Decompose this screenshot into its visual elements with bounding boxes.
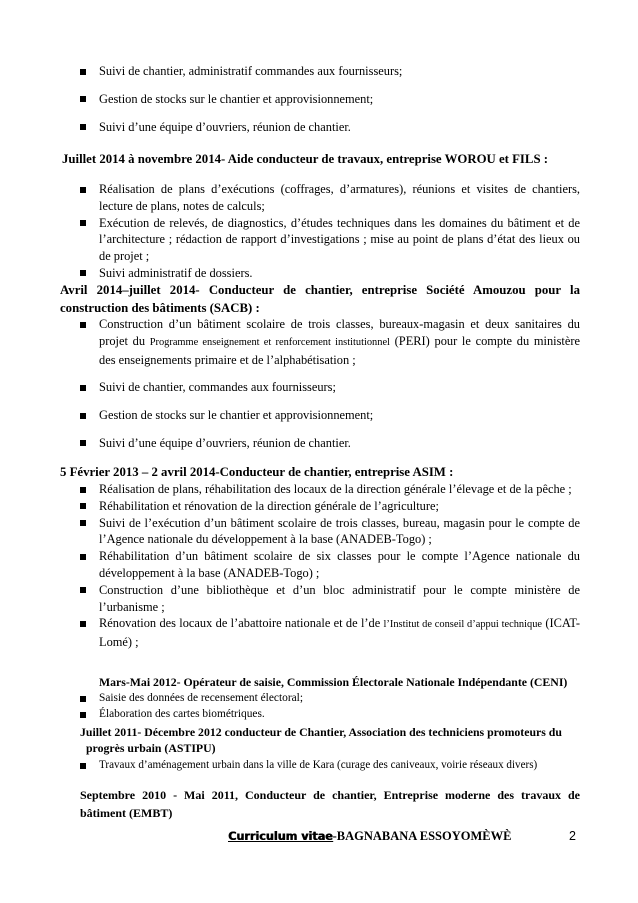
bullet-icon xyxy=(80,696,86,702)
list-item: Construction d’une bibliothèque et d’un bloc administratif pour le compte ministère de l’urbanisme ; xyxy=(0,582,638,616)
list-item: Réalisation de plans d’exécutions (coffrages, d’armatures), réunions et visites de chantiers, lecture de plans, notes de calculs; xyxy=(0,181,638,215)
bullet-icon xyxy=(80,712,86,718)
section6-heading-line2: progrès urbain (ASTIPU) xyxy=(86,741,216,755)
footer-text xyxy=(228,829,511,844)
list-item: Suivi de chantier, administratif commandes aux fournisseurs; xyxy=(0,63,638,80)
bullet-icon xyxy=(80,187,86,193)
section6-list xyxy=(0,758,638,774)
page-number: 2 xyxy=(569,829,576,843)
bullet-icon xyxy=(80,487,86,493)
section6-heading-line1: Juillet 2011- Décembre 2012 conducteur de Chantier, Association des techniciens promoteurs du xyxy=(80,725,562,739)
section4-heading: 5 Février 2013 – 2 avril 2014-Conducteur de chantier, entreprise ASIM : xyxy=(60,465,454,479)
section3-list xyxy=(0,316,638,452)
list-item: Réhabilitation d’un bâtiment scolaire de six classes pour le compte l’Agence nationale du développement à la base (ANADEB-Togo) ; xyxy=(0,548,638,582)
bullet-icon xyxy=(80,124,86,130)
bullet-icon xyxy=(80,385,86,391)
bullet-icon xyxy=(80,220,86,226)
bullet-icon xyxy=(80,440,86,446)
section1-list xyxy=(0,63,638,135)
footer-name: -BAGNABANA ESSOYOMÈWÈ xyxy=(332,829,512,843)
list-item: Rénovation des locaux de l’abattoire nationale et de l’de l’Institut de conseil d’appui technique (ICAT-Lomé) ; xyxy=(0,615,638,651)
list-item: Suivi de chantier, commandes aux fournisseurs; xyxy=(0,379,638,396)
bullet-icon xyxy=(80,322,86,328)
page-footer xyxy=(0,829,638,845)
section3-heading: Avril 2014–juillet 2014- Conducteur de chantier, entreprise Société Amouzou pour la construction des bâtiments (SACB) : xyxy=(60,283,580,315)
section5-list xyxy=(0,691,638,722)
bullet-icon xyxy=(80,69,86,75)
list-item: Suivi d’une équipe d’ouvriers, réunion de chantier. xyxy=(0,435,638,452)
list-item: Réhabilitation et rénovation de la direction générale de l’agriculture; xyxy=(0,498,638,515)
list-item: Suivi d’une équipe d’ouvriers, réunion de chantier. xyxy=(0,119,638,136)
section4-list xyxy=(0,481,638,651)
bullet-icon xyxy=(80,503,86,509)
section2-heading: Juillet 2014 à novembre 2014- Aide conducteur de travaux, entreprise WOROU et FILS : xyxy=(62,152,549,166)
bullet-icon xyxy=(80,763,86,769)
section2-list xyxy=(0,181,638,282)
footer-cv-label: Curriculum vitae xyxy=(228,830,333,843)
bullet-icon xyxy=(80,96,86,102)
bullet-icon xyxy=(80,520,86,526)
bullet-icon xyxy=(80,270,86,276)
bullet-icon xyxy=(80,413,86,419)
list-item: Élaboration des cartes biométriques. xyxy=(0,707,638,723)
list-item: Réalisation de plans, réhabilitation des locaux de la direction générale l’élevage et de la pêche ; xyxy=(0,481,638,498)
bullet-icon xyxy=(80,554,86,560)
list-item: Travaux d’aménagement urbain dans la ville de Kara (curage des caniveaux, voirie réseaux divers) xyxy=(0,758,638,774)
section6-heading xyxy=(80,724,600,756)
list-item: Suivi de l’exécution d’un bâtiment scolaire de trois classes, bureau, magasin pour le compte de l’Agence nationale du développement à la base (ANADEB-Togo) ; xyxy=(0,515,638,549)
bullet-icon xyxy=(80,587,86,593)
bullet-icon xyxy=(80,621,86,627)
list-item: Gestion de stocks sur le chantier et approvisionnement; xyxy=(0,91,638,108)
list-item: Exécution de relevés, de diagnostics, d’études techniques dans les domaines du bâtiment et de l’architecture ; rédaction de rapport d’investigations ; mise au point de plans d’état des lieux ou de projet ; xyxy=(0,215,638,265)
list-item: Saisie des données de recensement électoral; xyxy=(0,691,638,707)
section5-heading: Mars-Mai 2012- Opérateur de saisie, Commission Électorale Nationale Indépendante (CENI) xyxy=(99,675,568,689)
section7-heading: Septembre 2010 - Mai 2011, Conducteur de chantier, Entreprise moderne des travaux de bâtiment (EMBT) xyxy=(80,788,580,820)
list-item: Gestion de stocks sur le chantier et approvisionnement; xyxy=(0,407,638,424)
list-item: Suivi administratif de dossiers. xyxy=(0,265,638,282)
list-item: Construction d’un bâtiment scolaire de trois classes, bureaux-magasin et deux sanitaires du projet du Programme enseignement et renforcement institutionnel (PERI) pour le compte du ministère des enseignements primaire et de l’alphabétisation ; xyxy=(0,316,638,368)
